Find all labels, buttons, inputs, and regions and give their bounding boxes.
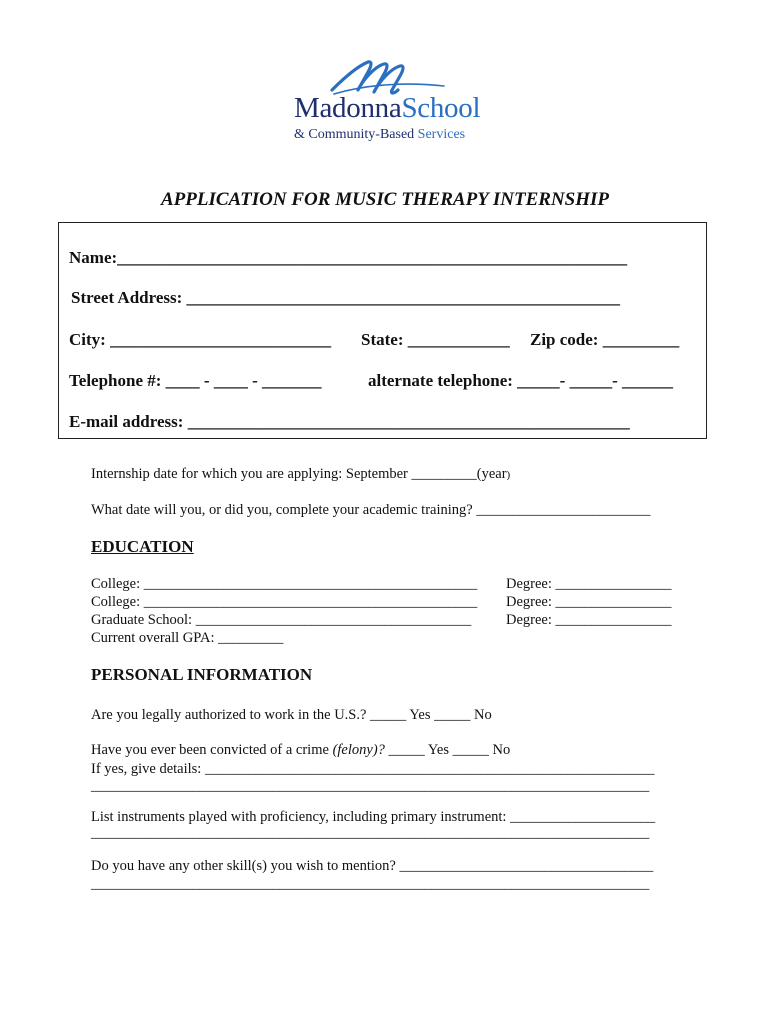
organization-logo (290, 56, 490, 148)
gpa-field[interactable]: Current overall GPA: _________ (91, 630, 284, 646)
degree-field-3[interactable]: Degree: ________________ (506, 612, 672, 628)
logo-name: MadonnaSchool (294, 92, 481, 124)
street-address-field[interactable]: Street Address: ___________________________________________________ (71, 288, 621, 307)
alternate-telephone-field[interactable]: alternate telephone: _____- _____- ______ (368, 371, 674, 390)
instruments-question[interactable]: List instruments played with proficiency, including primary instrument: ____________________ (91, 809, 656, 825)
degree-field-2[interactable]: Degree: ________________ (506, 594, 672, 610)
zip-code-field[interactable]: Zip code: _________ (530, 330, 680, 349)
state-field[interactable]: State: ____________ (361, 330, 510, 349)
internship-date-question[interactable]: Internship date for which you are applying: September _________(year) (91, 466, 511, 482)
conviction-details-field[interactable]: If yes, give details: ______________________________________________________________ (91, 761, 655, 777)
graduate-school-field[interactable]: Graduate School: ______________________________________ (91, 612, 472, 628)
form-title: APPLICATION FOR MUSIC THERAPY INTERNSHIP (161, 189, 609, 210)
logo-subtitle: & Community-Based Services (294, 127, 466, 142)
email-field[interactable]: E-mail address: ____________________________________________________ (69, 412, 630, 431)
college-field-2[interactable]: College: ______________________________________________ (91, 594, 478, 610)
conviction-details-line[interactable]: _____________________________________________________________________________ (91, 778, 650, 794)
conviction-question[interactable]: Have you ever been convicted of a crime (felony)? _____ Yes _____ No (91, 742, 511, 758)
contact-info-box (58, 222, 707, 439)
degree-field-1[interactable]: Degree: ________________ (506, 576, 672, 592)
skills-question[interactable]: Do you have any other skill(s) you wish to mention? ___________________________________ (91, 858, 654, 874)
academic-training-question[interactable]: What date will you, or did you, complete your academic training? ________________________ (91, 502, 651, 518)
city-field[interactable]: City: __________________________ (69, 330, 332, 349)
education-heading: EDUCATION (91, 537, 194, 556)
skills-line[interactable]: _____________________________________________________________________________ (91, 876, 650, 892)
college-field-1[interactable]: College: ______________________________________________ (91, 576, 478, 592)
work-authorization-question[interactable]: Are you legally authorized to work in the U.S.? _____ Yes _____ No (91, 707, 492, 723)
name-field[interactable]: Name:____________________________________________________________ (69, 248, 628, 267)
telephone-field[interactable]: Telephone #: ____ - ____ - _______ (69, 371, 322, 390)
instruments-line[interactable]: _____________________________________________________________________________ (91, 825, 650, 841)
personal-info-heading: PERSONAL INFORMATION (91, 665, 313, 684)
